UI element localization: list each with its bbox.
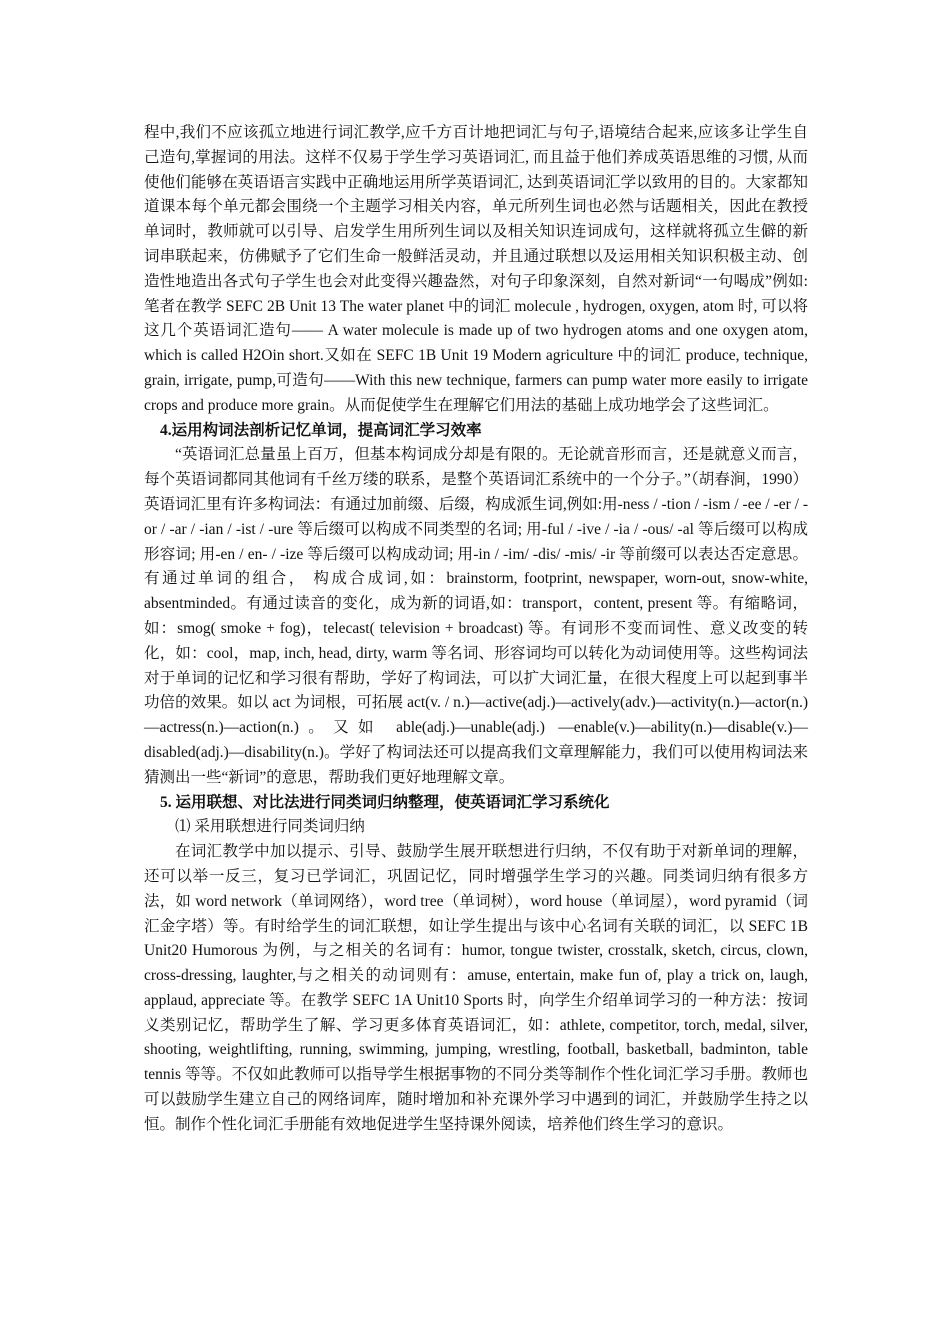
- paragraph-association: 在词汇教学中加以提示、引导、鼓励学生展开联想进行归纳，不仅有助于对新单词的理解，还可以举一反三，复习已学词汇，巩固记忆，同时增强学生学习的兴趣。同类词归纳有很多方法，如 word network（单词网络），word tree（单词树），word house（单词屋），word pyramid（词汇金字塔）等。有时给学生的词汇联想，如让学生提出与该中心名词有关联的词汇，以 SEFC 1B Unit20 Humorous 为例，与之相关的名词有：humor, tongue twister, crosstalk, sketch, circus, clown, cross-dressing, laughter,与之相关的动词则有：amuse, entertain, make fun of, play a trick on, laugh, applaud, appreciate 等。在教学 SEFC 1A Unit10 Sports 时，向学生介绍单词学习的一种方法：按词义类别记忆，帮助学生了解、学习更多体育英语词汇，如：athlete, competitor, torch, medal, silver, shooting, weightlifting, running, swimming, jumping, wrestling, football, basketball, badminton, table tennis 等等。不仅如此教师可以指导学生根据事物的不同分类等制作个性化词汇学习手册。教师也可以鼓励学生建立自己的网络词库，随时增加和补充课外学习中遇到的词汇，并鼓励学生持之以恒。制作个性化词汇手册能有效地促进学生坚持课外阅读，培养他们终生学习的意识。: [144, 843, 808, 1133]
- section-heading-5: 5. 运用联想、对比法进行同类词归纳整理，使英语词汇学习系统化: [160, 793, 610, 811]
- paragraph-vocabulary-in-context: 程中,我们不应该孤立地进行词汇教学,应千方百计地把词汇与句子,语境结合起来,应该多让学生自己造句,掌握词的用法。这样不仅易于学生学习英语词汇, 而且益于他们养成英语思维的习惯, 从而使他们能够在英语语言实践中正确地运用所学英语词汇, 达到英语词汇学以致用的目的。大家都知道课本每个单元都会围绕一个主题学习相关内容，单元所列生词也必然与话题相关，因此在教授单词时，教师就可以引导、启发学生用所列生词以及相关知识连词成句，这样就将孤立生僻的新词串联起来，仿佛赋予了它们生命一般鲜活灵动，并且通过联想以及运用相关知识积极主动、创造性地造出各式句子学生也会对此变得兴趣盎然，对句子印象深刻，自然对新词“一句喝成”例如: 笔者在教学 SEFC 2B Unit 13 The water planet 中的词汇 molecule , hydrogen, oxygen, atom 时, 可以将这几个英语词汇造句—— A water molecule is made up of two hydrogen atoms and one oxygen atom, which is called H2Oin short.又如在 SEFC 1B Unit 19 Modern agriculture 中的词汇 produce, technique, grain, irrigate, pump,可造句——With this new technique, farmers can pump water more easily to irrigate crops and produce more grain。从而促使学生在理解它们用法的基础上成功地学会了这些词汇。: [144, 124, 808, 414]
- paragraph-word-formation: “英语词汇总量虽上百万，但基本构词成分却是有限的。无论就音形而言，还是就意义而言，每个英语词都同其他词有千丝万缕的联系，是整个英语词汇系统中的一个分子。”（胡春涧，1990）英语词汇里有许多构词法：有通过加前缀、后缀，构成派生词,例如:用-ness / -tion / -ism / -ee / -er / -or / -ar / -ian / -ist / -ure 等后缀可以构成不同类型的名词; 用-ful / -ive / -ia / -ous/ -al 等后缀可以构成形容词; 用-en / en- / -ize 等后缀可以构成动词; 用-in / -im/ -dis/ -mis/ -ir 等前缀可以表达否定意思。有通过单词的组合， 构成合成词,如：brainstorm, footprint, newspaper, worn-out, snow-white, absentminded。有通过读音的变化，成为新的词语,如：transport，content, present 等。有缩略词，如：smog( smoke + fog)，telecast( television + broadcast) 等。有词形不变而词性、意义改变的转化，如：cool，map, inch, head, dirty, warm 等名词、形容词均可以转化为动词使用等。这些构词法对于单词的记忆和学习很有帮助，学好了构词法，可以扩大词汇量，在很大程度上可以起到事半功倍的效果。如以 act 为词根，可拓展 act(v. / n.)—active(adj.)—actively(adv.)—activity(n.)—actor(n.)—actress(n.)—action(n.)。又如 able(adj.)—unable(adj.) —enable(v.)—ability(n.)—disable(v.)—disabled(adj.)—disability(n.)。学好了构词法还可以提高我们文章理解能力，我们可以使用构词法来猜测出一些“新词”的意思，帮助我们更好地理解文章。: [144, 446, 808, 786]
- section-heading-4: 4.运用构词法剖析记忆单词，提高词汇学习效率: [160, 421, 482, 439]
- document-page: [144, 121, 808, 1138]
- subsection-heading-5-1: ⑴ 采用联想进行同类词归纳: [175, 818, 365, 836]
